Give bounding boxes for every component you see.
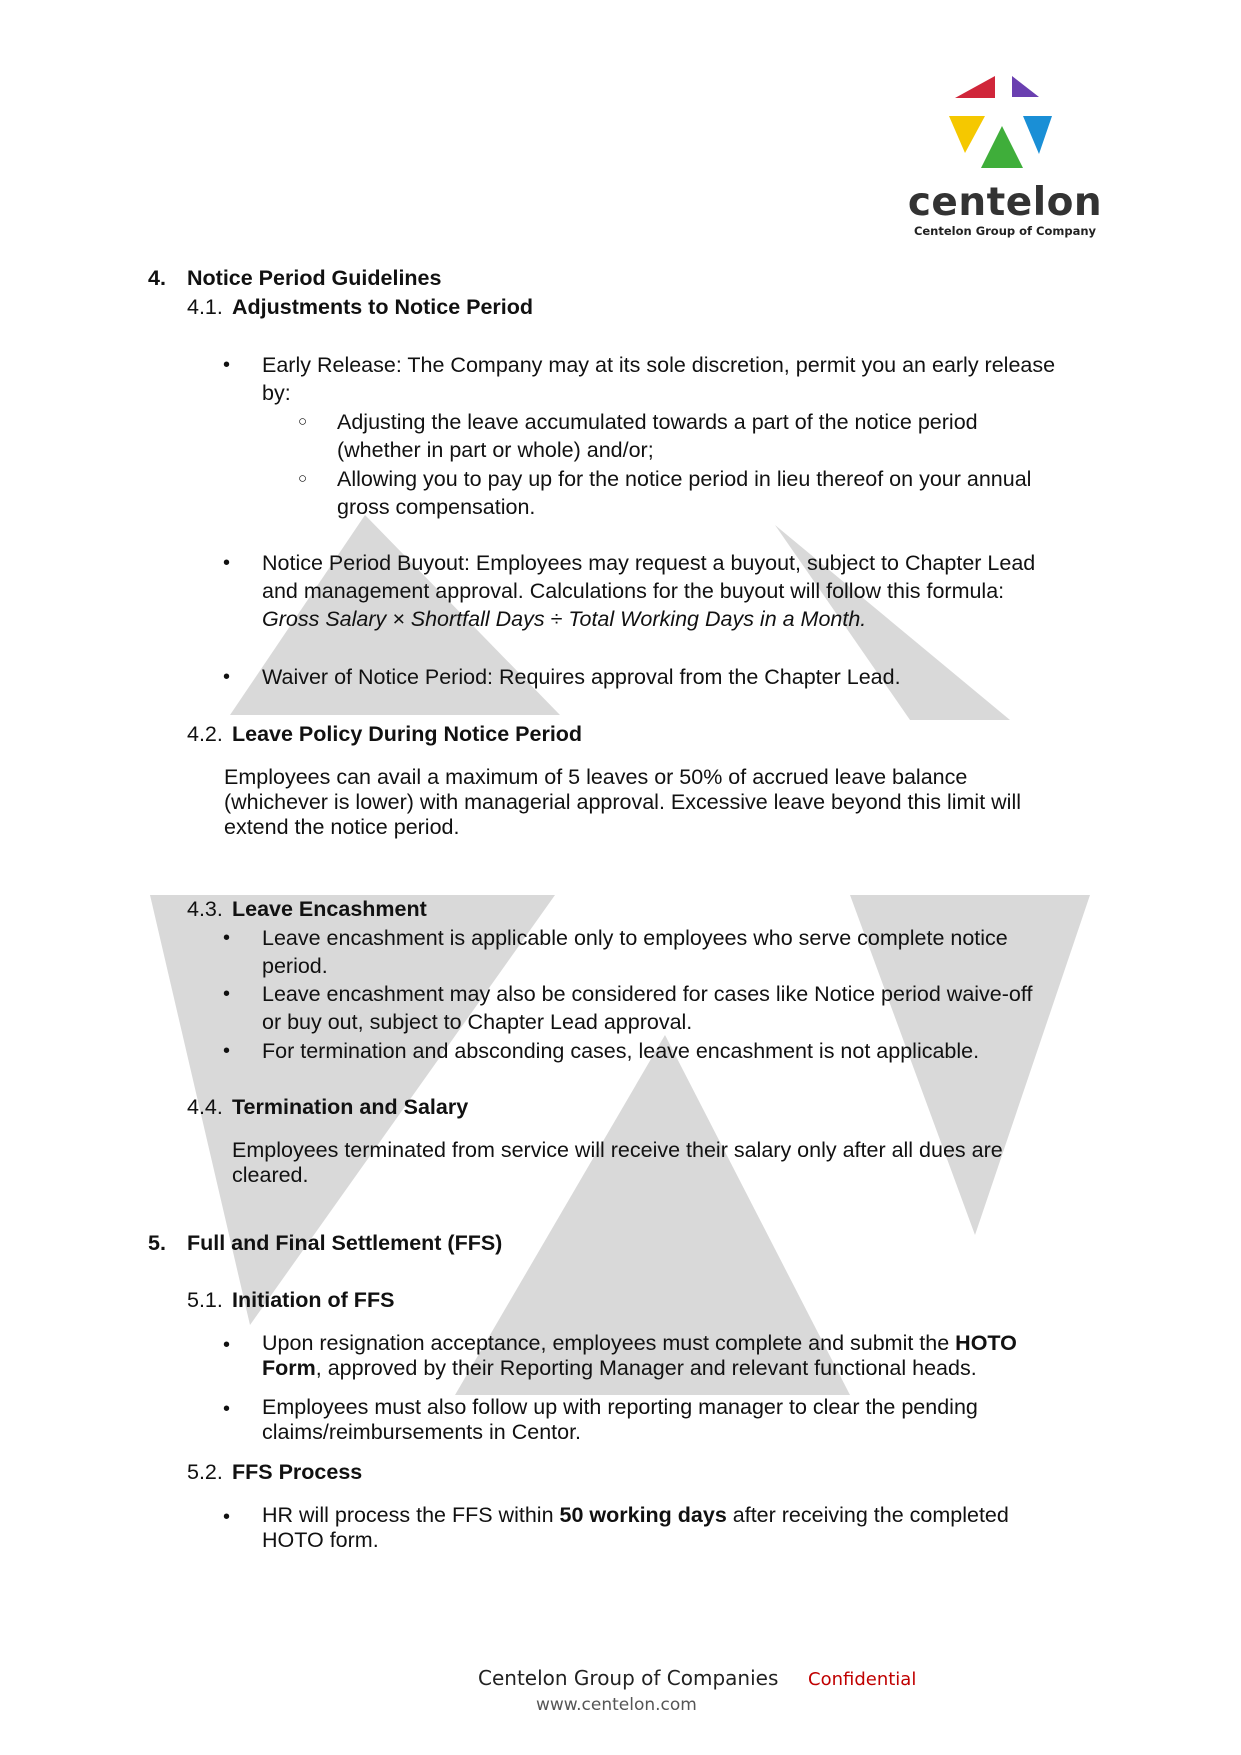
logo-green-triangle: [981, 126, 1023, 168]
paragraph-text: Employees can avail a maximum of 5 leaves or 50% of accrued leave balance: [224, 765, 968, 789]
bullet-text: Leave encashment is applicable only to employees who serve complete notice: [262, 926, 1008, 950]
paragraph-text: cleared.: [232, 1163, 309, 1187]
bullet-icon: •: [223, 927, 231, 949]
sub-bullet-text: Allowing you to pay up for the notice period in lieu thereof on your annual: [337, 467, 1032, 491]
bullet-icon: •: [223, 552, 231, 574]
subsection-number: 4.4.: [187, 1095, 223, 1119]
paragraph-text: (whichever is lower) with managerial approval. Excessive leave beyond this limit will: [224, 790, 1022, 814]
bullet-text: or buy out, subject to Chapter Lead approval.: [262, 1010, 693, 1034]
bullet-text: HR will process the FFS within 50 working days after receiving the completed: [262, 1503, 1009, 1527]
bullet-icon: •: [223, 1506, 231, 1528]
subsection-number: 4.3.: [187, 897, 223, 921]
bullet-text: Early Release: The Company may at its sole discretion, permit you an early release: [262, 353, 1056, 377]
paragraph-text: extend the notice period.: [224, 815, 460, 839]
bullet-icon: •: [223, 354, 231, 376]
subsection-number: 4.1.: [187, 295, 223, 319]
bullet-icon: •: [223, 1398, 231, 1420]
section-title: Notice Period Guidelines: [187, 266, 442, 290]
logo-wordmark: centelon: [907, 180, 1103, 225]
bullet-text: period.: [262, 954, 328, 978]
paragraph-text: Employees terminated from service will receive their salary only after all dues are: [232, 1138, 1003, 1162]
section-number: 5.: [148, 1231, 166, 1255]
subsection-title: Leave Policy During Notice Period: [232, 722, 583, 746]
bullet-icon: •: [223, 1334, 231, 1356]
bullet-text: Upon resignation acceptance, employees must complete and submit the HOTO: [262, 1331, 1017, 1355]
bullet-icon: •: [223, 1040, 231, 1062]
bullet-text: Notice Period Buyout: Employees may request a buyout, subject to Chapter Lead: [262, 551, 1036, 575]
subsection-number: 5.1.: [187, 1288, 223, 1312]
bullet-icon: •: [223, 666, 231, 688]
bullet-text: Form, approved by their Reporting Manager and relevant functional heads.: [262, 1356, 977, 1380]
sub-bullet-text: gross compensation.: [337, 495, 536, 519]
circle-bullet-icon: ○: [298, 413, 308, 430]
logo-red-triangle: [955, 76, 995, 98]
centelon-logo: [905, 68, 1105, 248]
subsection-title: FFS Process: [232, 1460, 363, 1484]
bullet-text: Employees must also follow up with reporting manager to clear the pending: [262, 1395, 978, 1419]
logo-mark-icon: [905, 68, 1105, 178]
footer-url: www.centelon.com: [536, 1695, 697, 1715]
bullet-text: For termination and absconding cases, leave encashment is not applicable.: [262, 1039, 980, 1063]
circle-bullet-icon: ○: [298, 470, 308, 487]
subsection-title: Adjustments to Notice Period: [232, 295, 534, 319]
bullet-text: claims/reimbursements in Centor.: [262, 1420, 582, 1444]
bullet-text: Leave encashment may also be considered for cases like Notice period waive-off: [262, 982, 1033, 1006]
bullet-text: HOTO form.: [262, 1528, 379, 1552]
bullet-icon: •: [223, 983, 231, 1005]
subsection-number: 4.2.: [187, 722, 223, 746]
sub-bullet-text: Adjusting the leave accumulated towards a part of the notice period: [337, 410, 978, 434]
footer-company: Centelon Group of Companies: [478, 1666, 779, 1690]
subsection-number: 5.2.: [187, 1460, 223, 1484]
sub-bullet-text: (whether in part or whole) and/or;: [337, 438, 654, 462]
logo-purple-triangle: [1012, 76, 1039, 97]
logo-yellow-triangle: [949, 116, 985, 153]
bullet-text: Waiver of Notice Period: Requires approval from the Chapter Lead.: [262, 665, 901, 689]
logo-blue-triangle: [1023, 116, 1052, 154]
subsection-title: Termination and Salary: [232, 1095, 469, 1119]
subsection-title: Initiation of FFS: [232, 1288, 395, 1312]
subsection-title: Leave Encashment: [232, 897, 427, 921]
footer-confidential: Confidential: [808, 1669, 917, 1690]
section-number: 4.: [148, 266, 166, 290]
bullet-text: by:: [262, 381, 291, 405]
section-title: Full and Final Settlement (FFS): [187, 1231, 503, 1255]
bullet-text: and management approval. Calculations for the buyout will follow this formula:: [262, 579, 1005, 603]
logo-tagline: Centelon Group of Company: [913, 224, 1097, 238]
buyout-formula: Gross Salary × Shortfall Days ÷ Total Working Days in a Month.: [262, 607, 867, 631]
